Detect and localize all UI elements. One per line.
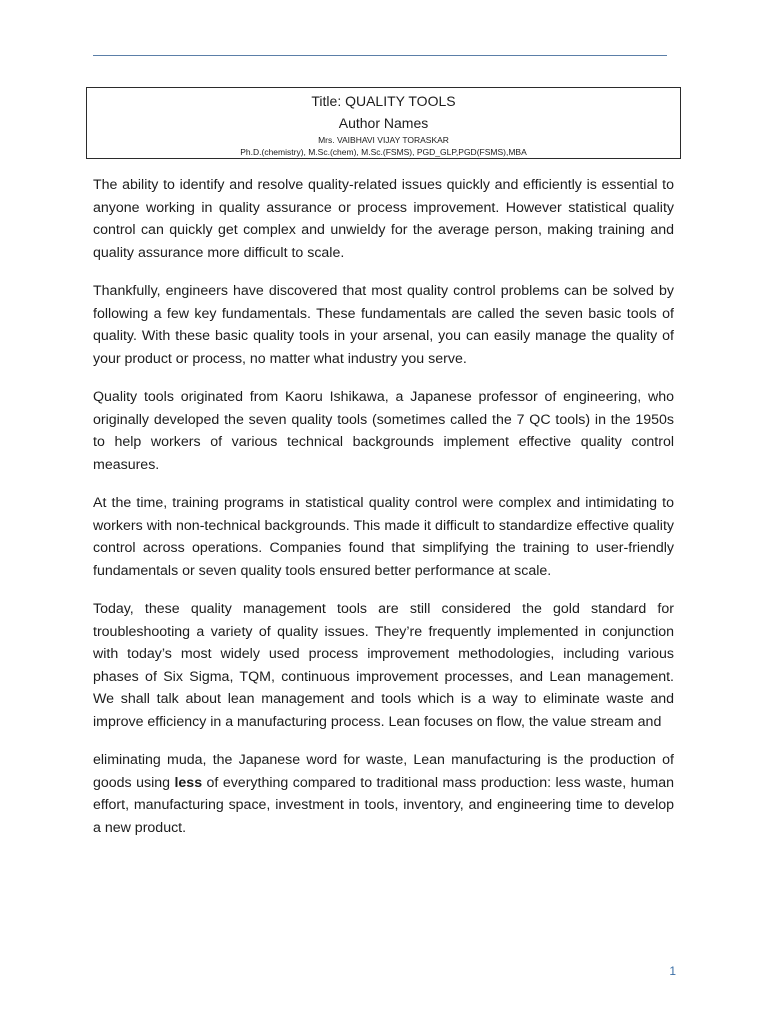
page-number: 1 xyxy=(669,964,676,978)
author-qualifications: Ph.D.(chemistry), M.Sc.(chem), M.Sc.(FSMS), PGD_GLP,PGD(FSMS),MBA xyxy=(240,147,527,157)
muda-text-start: eliminating muda, the Japanese word for waste, Lean manufacturing is the production of goods using xyxy=(93,752,674,791)
document-title: Title: QUALITY TOOLS xyxy=(311,93,456,109)
bold-less: less xyxy=(174,774,203,791)
header-rule xyxy=(93,55,667,56)
paragraph-fundamentals: Thankfully, engineers have discovered that most quality control problems can be solved by following a few key fundamentals. These fundamentals are called the seven basic tools of quality. With these basic quality tools in your arsenal, you can easily manage the quality of your product or process, no matter what industry you serve. xyxy=(93,283,674,367)
muda-text-end: of everything compared to traditional mass production: less waste, human effort, manufacturing space, investment in tools, inventory, and engineering time to develop a new product. xyxy=(93,774,674,836)
title-block xyxy=(86,87,681,159)
body-text xyxy=(93,174,674,855)
paragraph-muda xyxy=(93,749,674,839)
authors-heading: Author Names xyxy=(338,115,429,131)
paragraph-today: Today, these quality management tools are still considered the gold standard for troubleshooting a variety of quality issues. They’re frequently implemented in conjunction with today’s most widely used process improvement methodologies, including various phases of Six Sigma, TQM, continuous improvement processes, and Lean management. We shall talk about lean management and tools which is a way to eliminate waste and improve efficiency in a manufacturing process. Lean focuses on flow, the value stream and xyxy=(93,601,674,730)
author-name: Mrs. VAIBHAVI VIJAY TORASKAR xyxy=(318,135,449,145)
paragraph-training: At the time, training programs in statistical quality control were complex and intimidating to workers with non-technical backgrounds. This made it difficult to standardize effective quality control across operations. Companies found that simplifying the training to user-friendly fundamentals or seven quality tools ensured better performance at scale. xyxy=(93,495,674,579)
paragraph-origin: Quality tools originated from Kaoru Ishikawa, a Japanese professor of engineering, who originally developed the seven quality tools (sometimes called the 7 QC tools) in the 1950s to help workers of various technical backgrounds implement effective quality control measures. xyxy=(93,389,674,473)
paragraph-ability: The ability to identify and resolve quality-related issues quickly and efficiently is essential to anyone working in quality assurance or process improvement. However statistical quality control can quickly get complex and unwieldy for the average person, making training and quality assurance more difficult to scale. xyxy=(93,177,674,261)
